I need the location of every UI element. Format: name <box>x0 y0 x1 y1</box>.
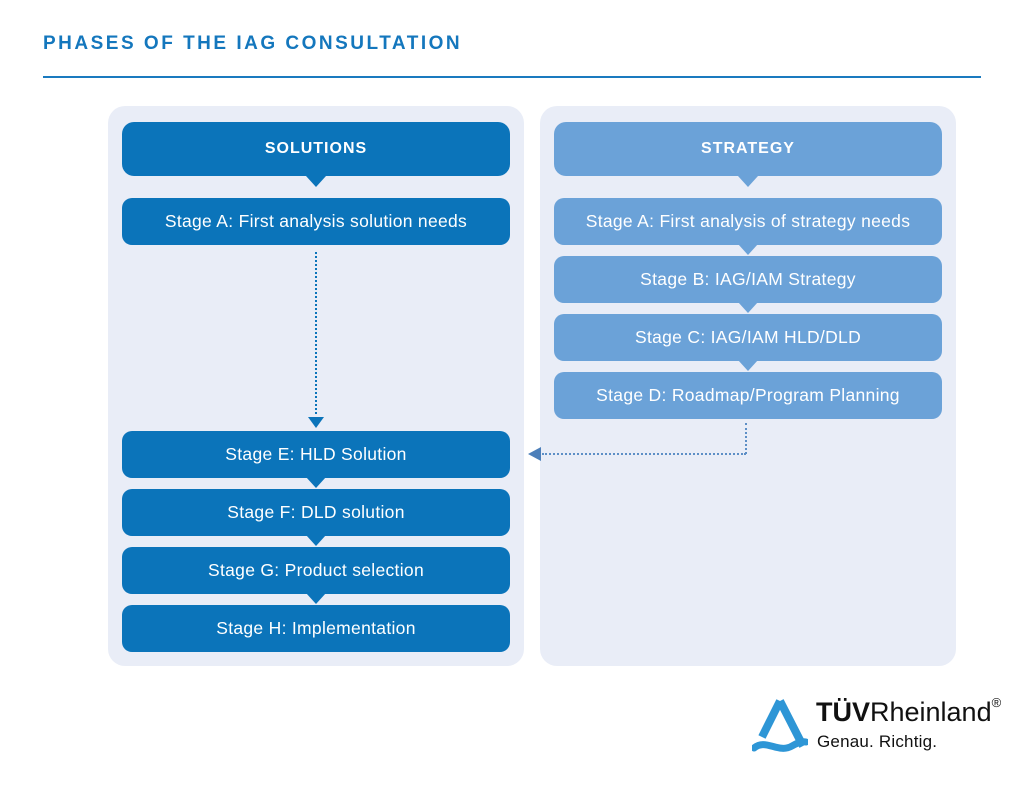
down-triangle-icon <box>738 244 758 255</box>
stage-box-solutions-g <box>122 547 510 594</box>
logo-tagline: Genau. Richtig. <box>817 732 938 751</box>
tuv-triangle-logo-icon <box>752 696 808 758</box>
stage-label: Stage F: DLD solution <box>227 502 405 522</box>
solutions-column-header <box>122 122 510 176</box>
stage-label: Stage D: Roadmap/Program Planning <box>596 385 900 405</box>
solutions-panel <box>108 106 524 666</box>
stage-label: Stage E: HLD Solution <box>225 444 407 464</box>
solutions-header-label: SOLUTIONS <box>264 140 368 157</box>
stage-label: Stage A: First analysis of strategy needs <box>585 211 911 231</box>
dotted-connector-vertical-strategy <box>745 423 747 454</box>
page-title: PHASES OF THE IAG CONSULTATION <box>43 33 463 54</box>
stage-box-strategy-c <box>554 314 942 361</box>
tuv-rheinland-logo <box>752 692 1012 767</box>
stage-label: Stage G: Product selection <box>208 560 424 580</box>
stage-label: Stage C: IAG/IAM HLD/DLD <box>634 327 862 347</box>
stage-box-solutions-f <box>122 489 510 536</box>
down-triangle-icon <box>306 176 326 187</box>
down-triangle-icon <box>738 176 758 187</box>
logo-brand-bold: TÜV <box>816 697 870 727</box>
down-triangle-icon <box>306 593 326 604</box>
left-arrow-icon <box>528 447 541 461</box>
stage-box-solutions-e <box>122 431 510 478</box>
stage-box-solutions-h <box>122 605 510 652</box>
down-triangle-icon <box>738 302 758 313</box>
stage-box-strategy-b <box>554 256 942 303</box>
stage-label: Stage A: First analysis solution needs <box>164 211 468 231</box>
down-triangle-icon <box>306 477 326 488</box>
strategy-panel <box>540 106 956 666</box>
dotted-connector-vertical <box>315 252 317 414</box>
registered-mark: ® <box>991 695 1002 710</box>
stage-box-strategy-a <box>554 198 942 245</box>
strategy-column-header <box>554 122 942 176</box>
down-arrow-icon <box>308 417 324 428</box>
down-triangle-icon <box>306 535 326 546</box>
stage-box-solutions-a <box>122 198 510 245</box>
down-triangle-icon <box>738 360 758 371</box>
strategy-header-label: STRATEGY <box>701 140 795 157</box>
stage-box-strategy-d <box>554 372 942 419</box>
stage-label: Stage H: Implementation <box>216 618 416 638</box>
logo-brand-regular: Rheinland <box>870 697 992 727</box>
logo-wordmark <box>816 695 1001 728</box>
stage-label: Stage B: IAG/IAM Strategy <box>640 269 856 289</box>
dotted-connector-horizontal <box>542 453 746 455</box>
title-divider <box>43 76 981 78</box>
